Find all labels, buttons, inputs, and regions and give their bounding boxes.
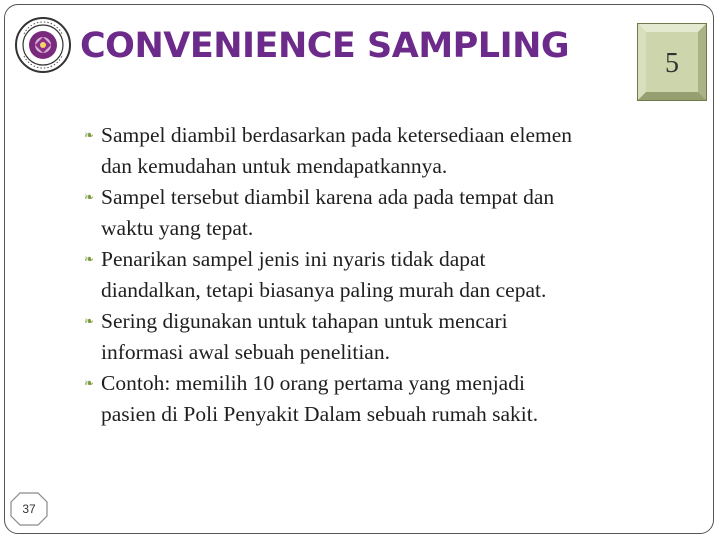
slide-number-text: 37 (22, 502, 36, 516)
list-item (84, 182, 684, 244)
ornament-bullet-icon: ❧ (84, 376, 95, 390)
ornament-bullet-icon: ❧ (84, 252, 95, 266)
bullet-text: Sering digunakan untuk tahapan untuk mencari (101, 309, 508, 333)
list-item (84, 306, 684, 368)
list-item (84, 120, 684, 182)
bullet-text: pasien di Poli Penyakit Dalam sebuah rumah sakit. (101, 402, 539, 426)
bullet-text: dan kemudahan untuk mendapatkannya. (101, 154, 448, 178)
bullet-text: Contoh: memilih 10 orang pertama yang menjadi (101, 371, 525, 395)
page-badge-number: 5 (665, 48, 679, 79)
ornament-bullet-icon: ❧ (84, 190, 95, 204)
list-item (84, 368, 684, 430)
slide-title: CONVENIENCE SAMPLING (80, 26, 570, 66)
bullet-text: Sampel diambil berdasarkan pada ketersediaan elemen (101, 123, 573, 147)
bullet-text: Penarikan sampel jenis ini nyaris tidak dapat (101, 247, 486, 271)
bullet-text: diandalkan, tetapi biasanya paling murah dan cepat. (101, 278, 547, 302)
bullet-text: waktu yang tepat. (101, 216, 254, 240)
bullet-text: Sampel tersebut diambil karena ada pada tempat dan (101, 185, 555, 209)
ornament-bullet-icon: ❧ (84, 314, 95, 328)
list-item (84, 244, 684, 306)
slide-number (10, 492, 48, 526)
university-logo-icon (14, 16, 72, 74)
bullet-list (84, 120, 684, 430)
bullet-text: informasi awal sebuah penelitian. (101, 340, 390, 364)
ornament-bullet-icon: ❧ (84, 128, 95, 142)
page-badge (636, 22, 708, 102)
